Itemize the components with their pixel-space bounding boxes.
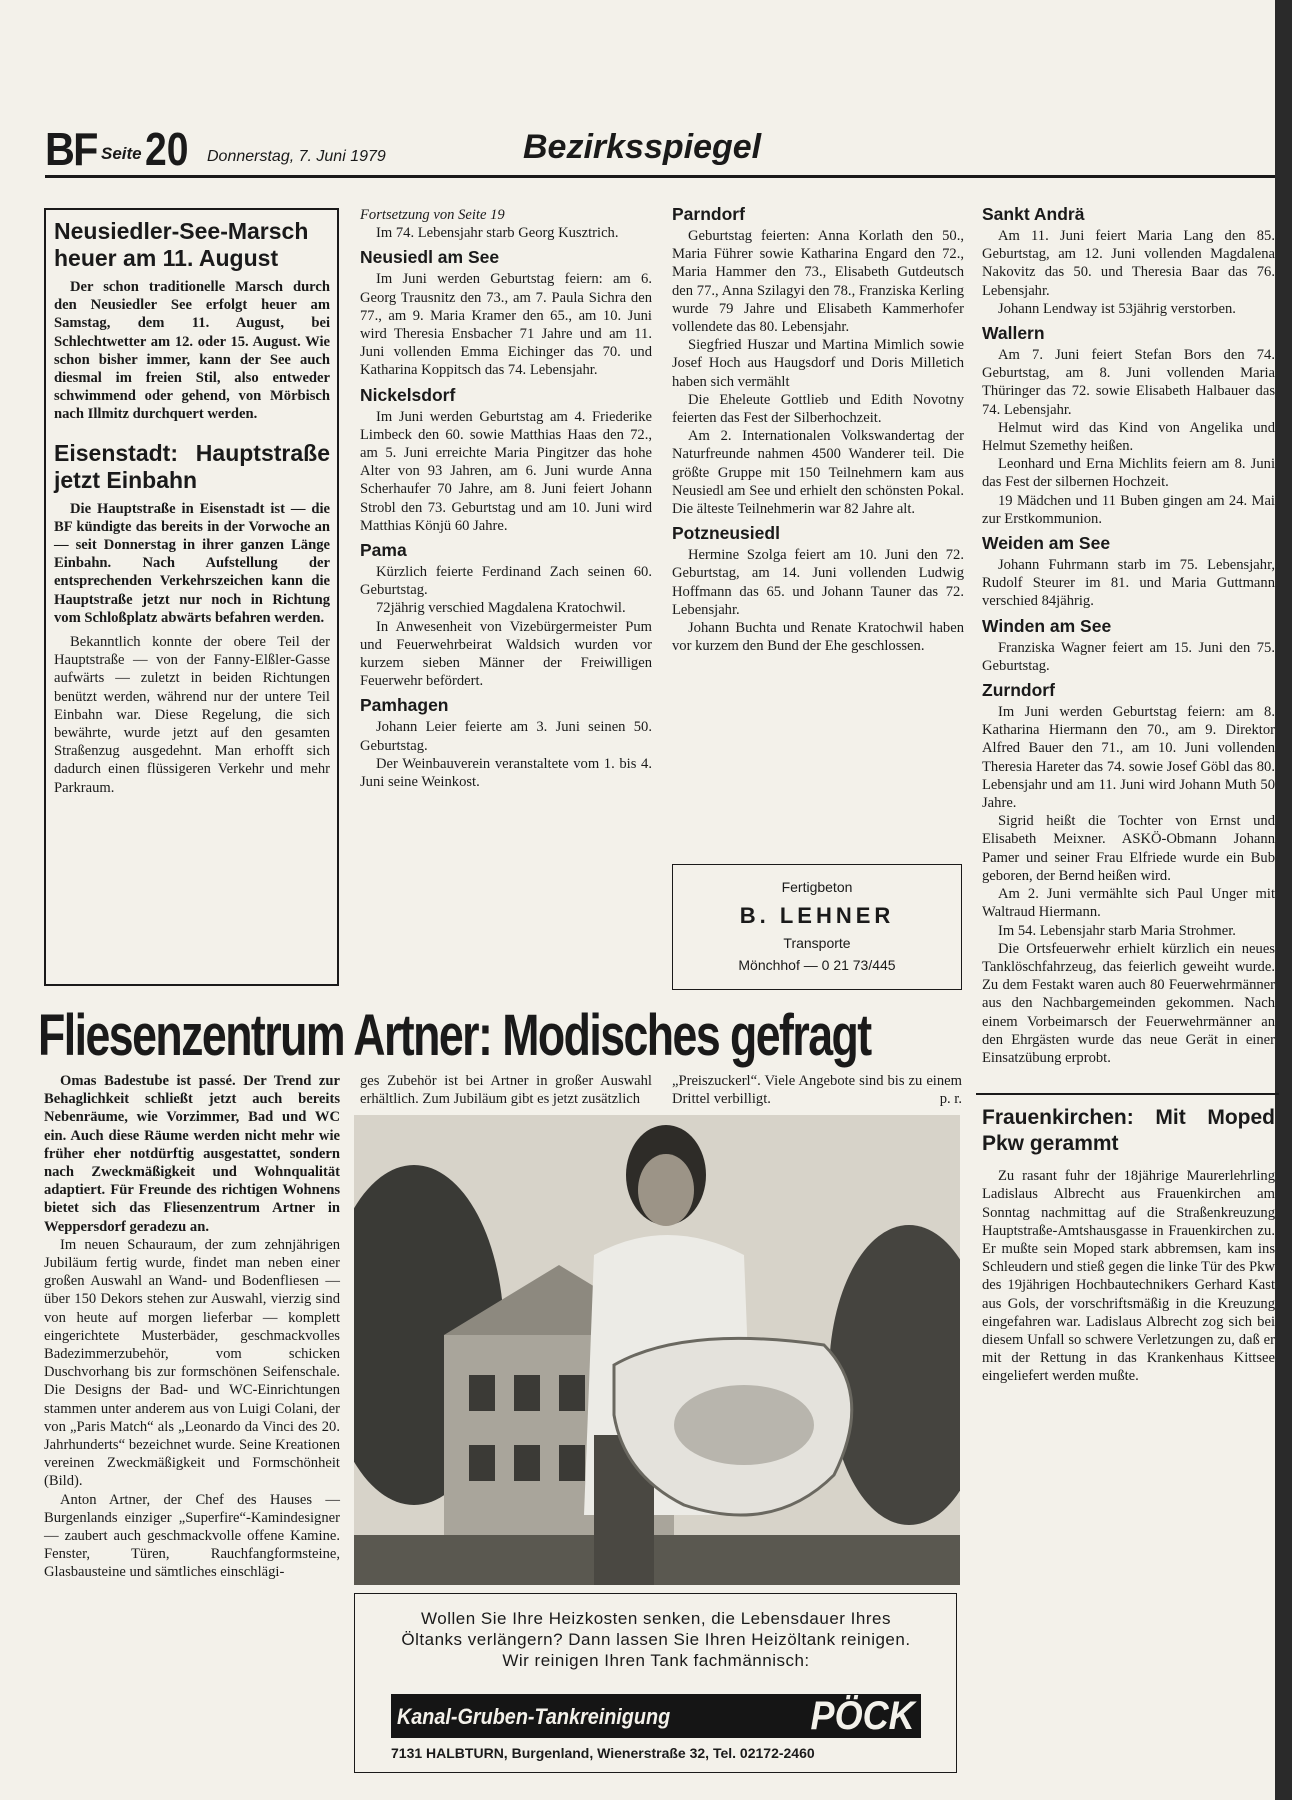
article-paragraph: Die Eheleute Gottlieb und Edith Novotny feierten das Fest der Silberhochzeit.	[672, 391, 964, 427]
town-heading: Zurndorf	[982, 680, 1055, 701]
feature-photo	[354, 1115, 960, 1585]
page-number: 20	[145, 123, 189, 175]
town-heading: Winden am See	[982, 615, 1112, 636]
town-heading: Potzneusiedl	[672, 523, 780, 544]
page-edge	[1275, 0, 1292, 1800]
article-paragraph: Johann Buchta und Renate Kratochwil haben vor kurzem den Bund der Ehe geschlossen.	[672, 620, 964, 655]
ad-banner-text: Kanal-Gruben-Tankreinigung	[397, 1704, 671, 1729]
article-paragraph: Johann Lendway ist 53jährig verstorben.	[998, 300, 1236, 317]
article-paragraph: Am 7. Juni feiert Stefan Bors den 74. Geburtstag, am 8. Juni vollenden Maria Thüringer das 72. sowie Elisabeth Halbauer das 74. Lebensjahr.	[982, 347, 1275, 418]
ad-text: Wollen Sie Ihre Heizkosten senken, die Lebensdauer Ihres Öltanks verlängern? Dann lassen Sie Ihren Heizöltank reinigen. Wir reinigen Ihren Tank fachmännisch:	[401, 1609, 911, 1670]
page-label: Seite	[101, 144, 142, 163]
article-paragraph: Die Hauptstraße in Eisenstadt ist — die BF kündigte das bereits in der Vorwoche an — seit Donnerstag in ihrer ganzen Länge Einbahn. Nach Aufstellung der entsprechenden Verkehrszeichen kann die Hauptstraße jetzt nur noch in Richtung vom Schloßplatz abwärts befahren werden.	[54, 500, 330, 626]
ad-company-name: B. LEHNER	[739, 903, 895, 928]
article-paragraph: Franziska Wagner feiert am 15. Juni den 75. Geburtstag.	[982, 639, 1275, 674]
column-3	[672, 203, 964, 655]
town-heading: Parndorf	[672, 204, 745, 224]
column-2	[360, 206, 652, 791]
column-1	[54, 218, 330, 797]
feature-column-1	[44, 1072, 340, 1582]
ad-line: Fertigbeton	[781, 879, 853, 895]
article-paragraph: 19 Mädchen und 11 Buben gingen am 24. Mai zur Erstkommunion.	[982, 492, 1275, 527]
article-paragraph: Siegfried Huszar und Martina Mimlich sowie Josef Hoch aus Haugsdorf und Doris Milletich haben sich vermählt	[672, 337, 964, 390]
article-paragraph: Der schon traditionelle Marsch durch den Neusiedler See erfolgt heuer am Samstag, dem 11. August, bei Schlechtwetter am 12. oder 15. August. Wie schon bisher immer, kann der See auch diesmal im freien Stil, also entweder schwimmend oder gehend, von Mörbisch nach Illmitz durchquert werden.	[54, 279, 330, 423]
article-headline: Frauenkirchen: Mit Moped Pkw gerammt	[982, 1106, 1275, 1156]
article-paragraph: Bekanntlich konnte der obere Teil der Hauptstraße — von der Fanny-Elßler-Gasse aufwärts — zuletzt in beiden Richtungen benützt werden, während nur der untere Teil Einbahn war. Diese Regelung, die sich bewährte, wurde jetzt auf den gesamten Straßenzug ausgedehnt. Man erhofft sich dadurch einen flüssigeren Verkehr und mehr Parkraum.	[54, 634, 330, 796]
article-paragraph: Am 2. Juni vermählte sich Paul Unger mit Waltraud Hiermann.	[982, 886, 1275, 921]
town-heading: Neusiedl am See	[360, 247, 500, 268]
article-paragraph: Johann Fuhrmann starb im 75. Lebensjahr, Rudolf Steurer im 81. und Maria Guttmann verschied 84jährig.	[982, 557, 1275, 610]
article-headline: Neusiedler-See-Marsch heuer am 11. August	[54, 218, 309, 271]
article-paragraph: Leonhard und Erna Michlits feiern am 8. Juni das Fest der silbernen Hochzeit.	[982, 456, 1275, 491]
article-paragraph: In Anwesenheit von Vizebürgermeister Pum und Feuerwehrbeirat Waldsich wurden vor kurzem sieben Männer der Freiwilligen Feuerwehr befördert.	[360, 618, 652, 690]
town-heading: Nickelsdorf	[360, 384, 456, 405]
town-heading: Pamhagen	[360, 695, 449, 716]
ad-address: 7131 HALBTURN, Burgenland, Wienerstraße 32, Tel. 02172-2460	[391, 1745, 815, 1761]
ad-brand: PÖCK	[810, 1694, 915, 1738]
article-paragraph: Hermine Szolga feiert am 10. Juni den 72. Geburtstag, am 14. Juni vollenden Ludwig Hoffmann das 65. und Johann Tauner das 72. Lebensjahr.	[672, 547, 964, 618]
article-paragraph: Im Juni werden Geburtstag feiern: am 6. Georg Trausnitz den 73., am 7. Paula Sichra den 77., am 9. Maria Kramer den 65., am 10. Juni wird Theresia Ensbacher 71 Jahre und am 11. Juni vollenden Emma Eichinger das 70. und Katharina Koppitsch das 74. Lebensjahr.	[360, 271, 652, 379]
town-heading: Sankt Andrä	[982, 204, 1085, 224]
town-heading: Pama	[360, 540, 407, 561]
article-paragraph: Johann Leier feierte am 3. Juni seinen 50. Geburtstag.	[360, 719, 652, 754]
article-paragraph: Zu rasant fuhr der 18jährige Maurerlehrling Ladislaus Albrecht aus Frauenkirchen am Sonntag nachmittag auf die Straßenkreuzung Hauptstraße-Amtshausgasse in Frauenkirchen zu. Er mußte sein Moped stark abbremsen, kam ins Schleudern und stieß gegen die linke Tür des Pkw des 19jährigen Hochbautechnikers Gerhard Kast aus Gols, der vorschriftsmäßig in die Kreuzung eingefahren war. Ladislaus Albrecht zog sich bei diesem Unfall so schwere Verletzungen zu, daß er mit der Rettung in das Krankenhaus Kittsee eingeliefert werden mußte.	[982, 1168, 1275, 1385]
article-paragraph: Die Ortsfeuerwehr erhielt kürzlich ein neues Tanklöschfahrzeug, das feierlich geweiht wurde. Zu dem Festakt waren auch 80 Feuerwehrmänner aus den Nachbargemeinden gekommen. Nach einem Vorbeimarsch der Feuerwehrmänner an den Ehrgästen wurde das neue Gerät in einer Einsatzübung erprobt.	[982, 940, 1275, 1066]
continuation-note: Fortsetzung von Seite 19	[360, 207, 505, 223]
column-4	[982, 203, 1275, 1386]
article-paragraph: Anton Artner, der Chef des Hauses — Burgenlands einziger „Superfire“-Kamindesigner — zaubert auch geschmackvolle offene Kamine. Fenster, Türen, Rauchfangformsteine, Glasbausteine und sämtliches einschlägi-	[44, 1491, 340, 1581]
article-paragraph: Im 74. Lebensjahr starb Georg Kusztrich.	[376, 225, 619, 242]
article-paragraph: „Preiszuckerl“. Viele Angebote sind bis zu einem Drittel verbilligt.	[672, 1073, 962, 1108]
article-paragraph: Der Weinbauverein veranstaltete vom 1. bis 4. Juni seine Weinkost.	[360, 755, 652, 791]
article-paragraph: Am 2. Internationalen Volkswandertag der Naturfreunde nahmen 4500 Wanderer teil. Die größte Gruppe mit 150 Teilnehmern kam aus Neusiedl am See und erhielt den schönsten Pokal. Die älteste Teilnehmerin war 82 Jahre alt.	[672, 428, 964, 518]
section-rule	[976, 1093, 1279, 1095]
ad-line: Transporte	[783, 935, 851, 951]
feature-column-2	[360, 1072, 652, 1108]
town-heading: Weiden am See	[982, 533, 1111, 554]
author-initials: p. r.	[939, 1091, 962, 1108]
article-paragraph: ges Zubehör ist bei Artner in großer Auswahl erhältlich. Zum Jubiläum gibt es jetzt zusätzlich	[360, 1073, 652, 1108]
feature-column-3	[672, 1072, 962, 1109]
article-paragraph: Im Juni werden Geburtstag feiern: am 8. Katharina Hiermann den 70., am 9. Direktor Alfred Bauer den 71., am 10. Juni vollenden Theresia Hareter das 74. sowie Josef Göbl das 80. Lebensjahr und am 11. Juni wird Johann Muth 50 Jahre.	[982, 704, 1275, 812]
feature-lead: Omas Badestube ist passé. Der Trend zur Behaglichkeit schließt jetzt auch bereits Nebenräume, wie Vorzimmer, Bad und WC ein. Auch diese Räume werden nicht mehr wie früher eher notdürftig ausgestattet, sondern nach Zweckmäßigkeit und Wohnqualität adaptiert. Für Freunde des richtigen Wohnens bietet sich das Fliesenzentrum Artner in Weppersdorf geradezu an.	[44, 1073, 340, 1235]
article-headline: Eisenstadt: Hauptstraße jetzt Einbahn	[54, 439, 330, 493]
poeck-ad	[354, 1593, 957, 1773]
section-title: Bezirksspiegel	[523, 128, 762, 166]
article-paragraph: Kürzlich feierte Ferdinand Zach seinen 60. Geburtstag.	[360, 564, 652, 599]
photo-illustration	[354, 1115, 960, 1585]
ad-banner	[391, 1694, 921, 1738]
article-paragraph: Im neuen Schauraum, der zum zehnjährigen Jubiläum fertig wurde, findet man neben einer großen Auswahl an Wand- und Bodenfliesen — über 150 Dekors stehen zur Auswahl, vierzig sind von heute auf morgen lieferbar — komplett eingerichtete Musterbäder, geschmackvolles Badezimmerzubehör, vom schicken Duschvorhang bis zur formschönen Seifenschale. Die Designs der Bad- und WC-Einrichtungen stammen unter anderem aus von Luigi Colani, der von „Paris Match“ als „Leonardo da Vinci des 20. Jahrhunderts“ bezeichnet wurde. Seine Kreationen vereinen Zweckmäßigkeit und Formschönheit (Bild).	[44, 1236, 340, 1490]
masthead-rule	[45, 175, 1275, 178]
article-paragraph: Im Juni werden Geburtstag am 4. Friederike Limbeck den 60. sowie Matthias Haas den 72., am 5. Juni erreichte Maria Pingitzer das hohe Alter von 93 Jahren, am 6. Juni wurde Anna Scherhaufer 70 Jahre, am 8. Juni feiert Johann Strobl den 73. Geburtstag und am 10. Juni wird Matthias Könjü 60 Jahre.	[360, 408, 652, 534]
ad-phone: Mönchhof — 0 21 73/445	[738, 957, 896, 973]
lehner-ad	[672, 864, 962, 990]
paper-logo: BF	[45, 123, 97, 175]
article-paragraph: Am 11. Juni feiert Maria Lang den 85. Geburtstag, am 12. Juni vollenden Magdalena Nakovitz das 50. und Theresia Baar das 76. Lebensjahr.	[982, 228, 1275, 299]
town-heading: Wallern	[982, 323, 1045, 344]
article-paragraph: Im 54. Lebensjahr starb Maria Strohmer.	[998, 922, 1236, 939]
article-paragraph: Geburtstag feierten: Anna Korlath den 50., Maria Führer sowie Katharina Engard den 72., Maria Hammer den 73., Elisabeth Gutdeutsch den 77., Anna Szilagyi den 78., Franziska Kerling wurde 79 Jahre und Elisabeth Kammerhofer vollendete das 80. Lebensjahr.	[672, 228, 964, 336]
article-paragraph: 72jährig verschied Magdalena Kratochwil.	[376, 600, 626, 617]
article-paragraph: Helmut wird das Kind von Angelika und Helmut Szemethy heißen.	[982, 419, 1275, 455]
feature-headline: Fliesenzentrum Artner: Modisches gefragt	[38, 1003, 871, 1068]
issue-date: Donnerstag, 7. Juni 1979	[207, 148, 386, 165]
masthead	[45, 122, 1275, 175]
article-paragraph: Sigrid heißt die Tochter von Ernst und Elisabeth Meixner. ASKÖ-Obmann Johann Pamer und seiner Frau Elfriede wurde ein Bub geboren, der Bernd heißen wird.	[982, 813, 1275, 884]
